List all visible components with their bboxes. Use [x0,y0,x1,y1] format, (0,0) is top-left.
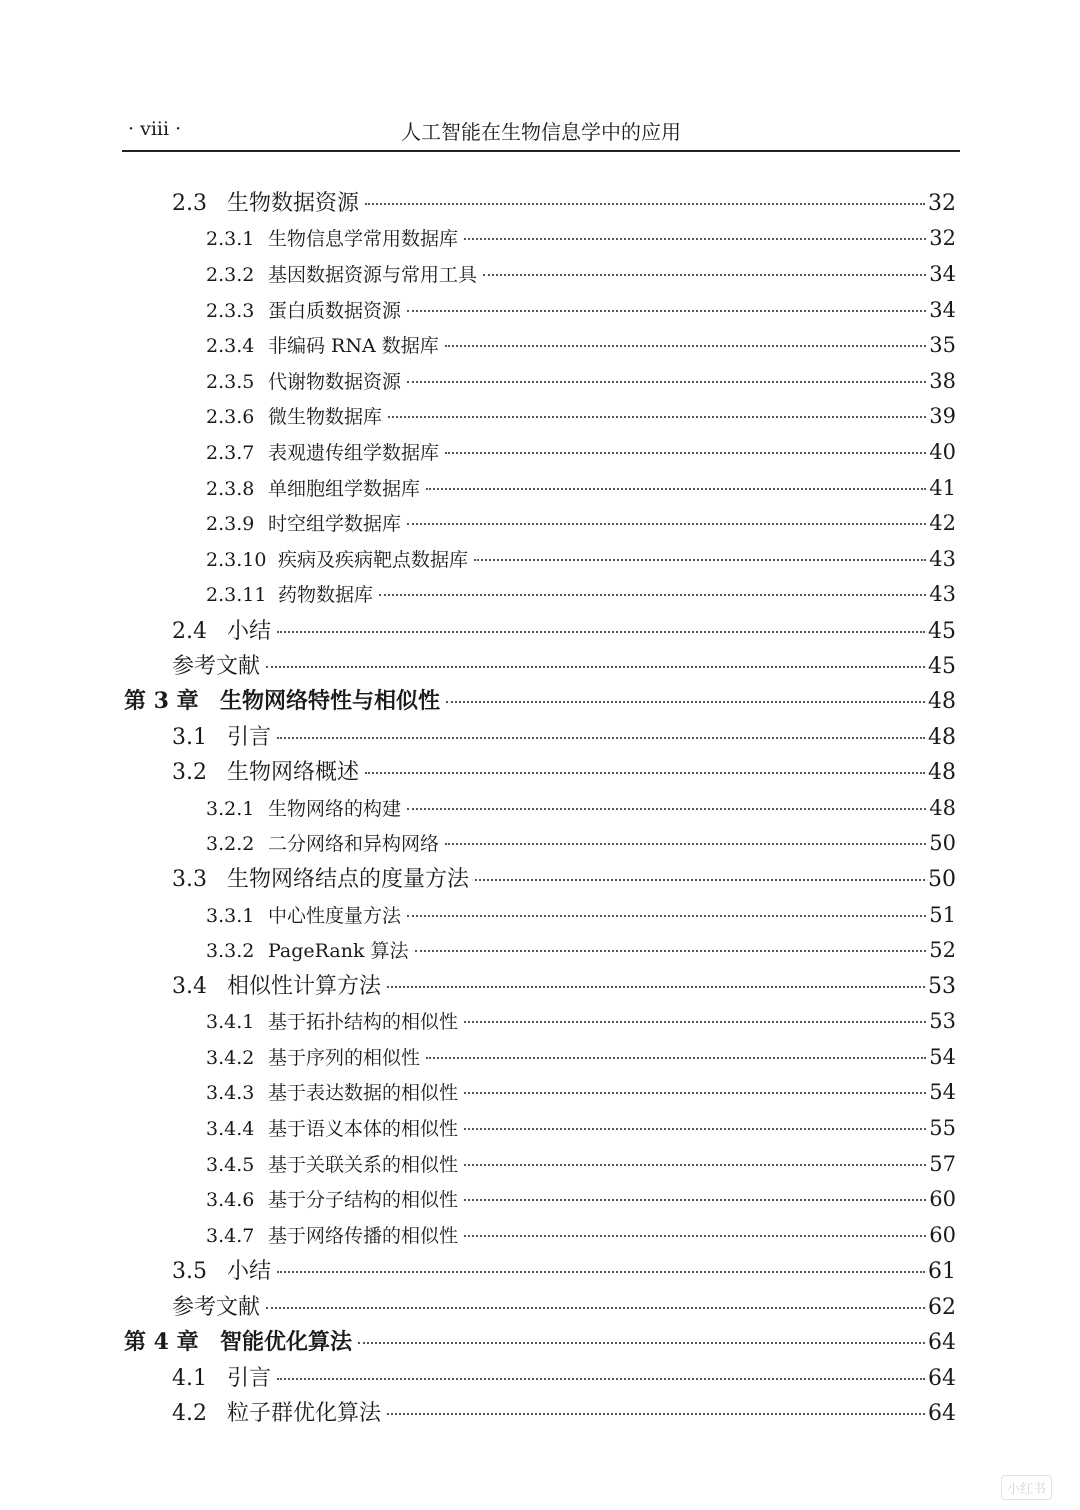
toc-title: 微生物数据库 [268,406,383,428]
dot-leader [464,1020,926,1023]
toc-entry-subsection[interactable] [206,545,956,572]
toc-entry-subsection[interactable] [206,1114,956,1141]
toc-entry-subsection[interactable] [206,794,956,821]
toc-page-number: 54 [929,1080,956,1104]
toc-title: 单细胞组学数据库 [268,478,421,500]
toc-title: 基于分子结构的相似性 [268,1189,459,1211]
toc-number: 3.4.4 [206,1118,255,1140]
toc-entry-subsection[interactable] [206,438,956,465]
dot-leader [426,1056,926,1059]
toc-title: 生物信息学常用数据库 [268,228,459,250]
toc-page-number: 45 [928,654,956,679]
dot-leader [446,700,925,703]
toc-page-number: 41 [929,476,956,500]
toc-number: 3.3.1 [206,905,255,927]
toc-number: 2.4 [172,619,207,644]
dot-leader [365,202,925,205]
dot-leader [475,878,925,881]
toc-entry-subsection[interactable] [206,1221,956,1248]
toc-number: 3.4.2 [206,1047,255,1069]
toc-number: 3.4.7 [206,1225,255,1247]
dot-leader [277,1377,925,1380]
toc-number: 3.2.2 [206,833,255,855]
toc-page-number: 52 [929,938,956,962]
dot-leader [445,842,926,845]
dot-leader [464,1127,926,1130]
toc-title: 生物数据资源 [227,191,360,216]
dot-leader [266,1306,925,1309]
toc-entry-section[interactable] [172,969,956,1000]
toc-number: 3.2 [172,760,207,785]
toc-title: 生物网络结点的度量方法 [227,867,470,892]
dot-leader [407,807,926,810]
dot-leader [277,630,925,633]
toc-title: 非编码 RNA 数据库 [268,335,439,357]
toc-entry-subsection[interactable] [206,1043,956,1070]
toc-page-number: 51 [929,903,956,927]
toc-page-number: 53 [929,1009,956,1033]
toc-number: 2.3.11 [206,584,267,606]
toc-page-number: 50 [928,867,956,892]
toc-entry-subsection[interactable] [206,1078,956,1105]
toc-entry-section[interactable] [172,1361,956,1392]
toc-page-number: 61 [928,1259,956,1284]
toc-entry-subsection[interactable] [206,829,956,856]
dot-leader [445,344,927,347]
toc-title: 粒子群优化算法 [227,1401,382,1426]
toc-page-number: 34 [929,298,956,322]
toc-title: 基于语义本体的相似性 [268,1118,459,1140]
toc-entry-section[interactable] [172,1254,956,1285]
toc-title: 疾病及疾病靶点数据库 [278,549,469,571]
dot-leader [407,309,926,312]
dot-leader [407,522,926,525]
toc-page-number: 64 [928,1366,956,1391]
toc-title: 小结 [227,619,272,644]
toc-entry-subsection[interactable] [206,260,956,287]
toc-entry-subsection[interactable] [206,367,956,394]
toc-entry-subsection[interactable] [206,296,956,323]
dot-leader [388,415,926,418]
toc-title: PageRank 算法 [268,940,409,962]
toc-number: 4.1 [172,1366,207,1391]
toc-entry-subsection[interactable] [206,901,956,928]
toc-number: 3.4 [172,974,207,999]
toc-entry-subsection[interactable] [206,509,956,536]
toc-title: 中心性度量方法 [268,905,402,927]
dot-leader [464,1198,926,1201]
toc-page-number: 45 [928,619,956,644]
toc-page-number: 38 [929,369,956,393]
toc-page-number: 50 [929,831,956,855]
toc-number: 3.1 [172,725,207,750]
toc-entry-subsection[interactable] [206,474,956,501]
toc-entry-subsection[interactable] [206,1007,956,1034]
dot-leader [464,237,926,240]
toc-page-number: 54 [929,1045,956,1069]
dot-leader [483,273,926,276]
toc-title: 基于序列的相似性 [268,1047,421,1069]
dot-leader [365,771,925,774]
toc-title: 二分网络和异构网络 [268,833,440,855]
toc-number: 3.3.2 [206,940,255,962]
toc-title: 代谢物数据资源 [268,371,402,393]
dot-leader [358,1341,925,1344]
toc-number: 3.3 [172,867,207,892]
dot-leader [387,985,925,988]
toc-entry-subsection[interactable] [206,936,956,963]
toc-title: 参考文献 [172,1295,261,1320]
toc-title: 生物网络概述 [227,760,360,785]
dot-leader [266,665,925,668]
toc-title: 基于关联关系的相似性 [268,1154,459,1176]
toc-page-number: 32 [929,226,956,250]
toc-title: 智能优化算法 [220,1329,353,1355]
watermark-logo: 小红书 [1001,1475,1052,1500]
toc-page-number: 32 [928,191,956,216]
toc-entry-subsection[interactable] [206,331,956,358]
toc-page-number: 48 [928,760,956,785]
toc-title: 参考文献 [172,654,261,679]
dot-leader [464,1234,926,1237]
toc-page-number: 48 [928,689,956,714]
toc-chapter-number: 第 4 章 [124,1329,199,1355]
toc-page-number: 35 [929,333,956,357]
toc-title: 生物网络特性与相似性 [220,688,441,714]
toc-title: 生物网络的构建 [268,798,402,820]
toc-entry-section[interactable] [172,720,956,751]
toc-number: 3.4.3 [206,1082,255,1104]
dot-leader [464,1163,926,1166]
toc-entry-subsection[interactable] [206,1185,956,1212]
toc-page-number: 53 [928,974,956,999]
toc-number: 2.3 [172,191,207,216]
toc-title: 基于拓扑结构的相似性 [268,1011,459,1033]
page-header [122,112,960,152]
toc-title: 基于表达数据的相似性 [268,1082,459,1104]
toc-entry-references[interactable] [172,649,956,680]
toc-number: 3.2.1 [206,798,255,820]
toc-page-number: 48 [928,725,956,750]
dot-leader [426,487,926,490]
toc-number: 2.3.1 [206,228,255,250]
toc-page-number: 62 [928,1295,956,1320]
toc-entry-section[interactable] [172,614,956,645]
toc-title: 相似性计算方法 [227,974,382,999]
toc-number: 3.4.5 [206,1154,255,1176]
toc-number: 2.3.10 [206,549,267,571]
toc-entry-chapter[interactable] [124,684,956,715]
toc-page-number: 60 [929,1223,956,1247]
toc-number: 2.3.2 [206,264,255,286]
dot-leader [407,914,926,917]
toc-number: 3.5 [172,1259,207,1284]
toc-entry-subsection[interactable] [206,580,956,607]
toc-title: 时空组学数据库 [268,513,402,535]
toc-entry-chapter[interactable] [124,1325,956,1356]
toc-page-number: 42 [929,511,956,535]
dot-leader [277,1270,925,1273]
toc-number: 2.3.4 [206,335,255,357]
toc-page-number: 39 [929,404,956,428]
toc-number: 4.2 [172,1401,207,1426]
toc-page-number: 48 [929,796,956,820]
toc-entry-section[interactable] [172,186,956,217]
toc-number: 2.3.5 [206,371,255,393]
toc-title: 药物数据库 [278,584,374,606]
toc-number: 2.3.8 [206,478,255,500]
toc-page-number: 64 [928,1330,956,1355]
dot-leader [445,451,926,454]
toc-entry-section[interactable] [172,755,956,786]
toc-page-number: 40 [929,440,956,464]
dot-leader [464,1091,926,1094]
toc-number: 2.3.6 [206,406,255,428]
toc-title: 基因数据资源与常用工具 [268,264,478,286]
toc-page-number: 64 [928,1401,956,1426]
dot-leader [474,558,926,561]
toc-title: 基于网络传播的相似性 [268,1225,459,1247]
dot-leader [379,593,926,596]
toc-title: 表观遗传组学数据库 [268,442,440,464]
toc-chapter-number: 第 3 章 [124,688,199,714]
dot-leader [407,380,926,383]
toc-page-number: 60 [929,1187,956,1211]
toc-entry-references[interactable] [172,1290,956,1321]
toc-title: 蛋白质数据资源 [268,300,402,322]
toc-entry-subsection[interactable] [206,1150,956,1177]
toc-entry-section[interactable] [172,1396,956,1427]
toc-number: 3.4.1 [206,1011,255,1033]
dot-leader [277,736,925,739]
toc-number: 2.3.7 [206,442,255,464]
toc-page-number: 55 [929,1116,956,1140]
toc-page-number: 34 [929,262,956,286]
toc-title: 小结 [227,1259,272,1284]
toc-title: 引言 [227,725,272,750]
toc-number: 2.3.9 [206,513,255,535]
toc-page-number: 57 [929,1152,956,1176]
toc-entry-subsection[interactable] [206,402,956,429]
dot-leader [387,1412,925,1415]
toc-page-number: 43 [929,582,956,606]
toc-title: 引言 [227,1366,272,1391]
page-folio: · viii · [128,118,182,140]
toc-number: 2.3.3 [206,300,255,322]
toc-entry-subsection[interactable] [206,224,956,251]
toc-number: 3.4.6 [206,1189,255,1211]
toc-page-number: 43 [929,547,956,571]
toc-entry-section[interactable] [172,862,956,893]
running-title: 人工智能在生物信息学中的应用 [401,120,681,144]
dot-leader [415,949,927,952]
